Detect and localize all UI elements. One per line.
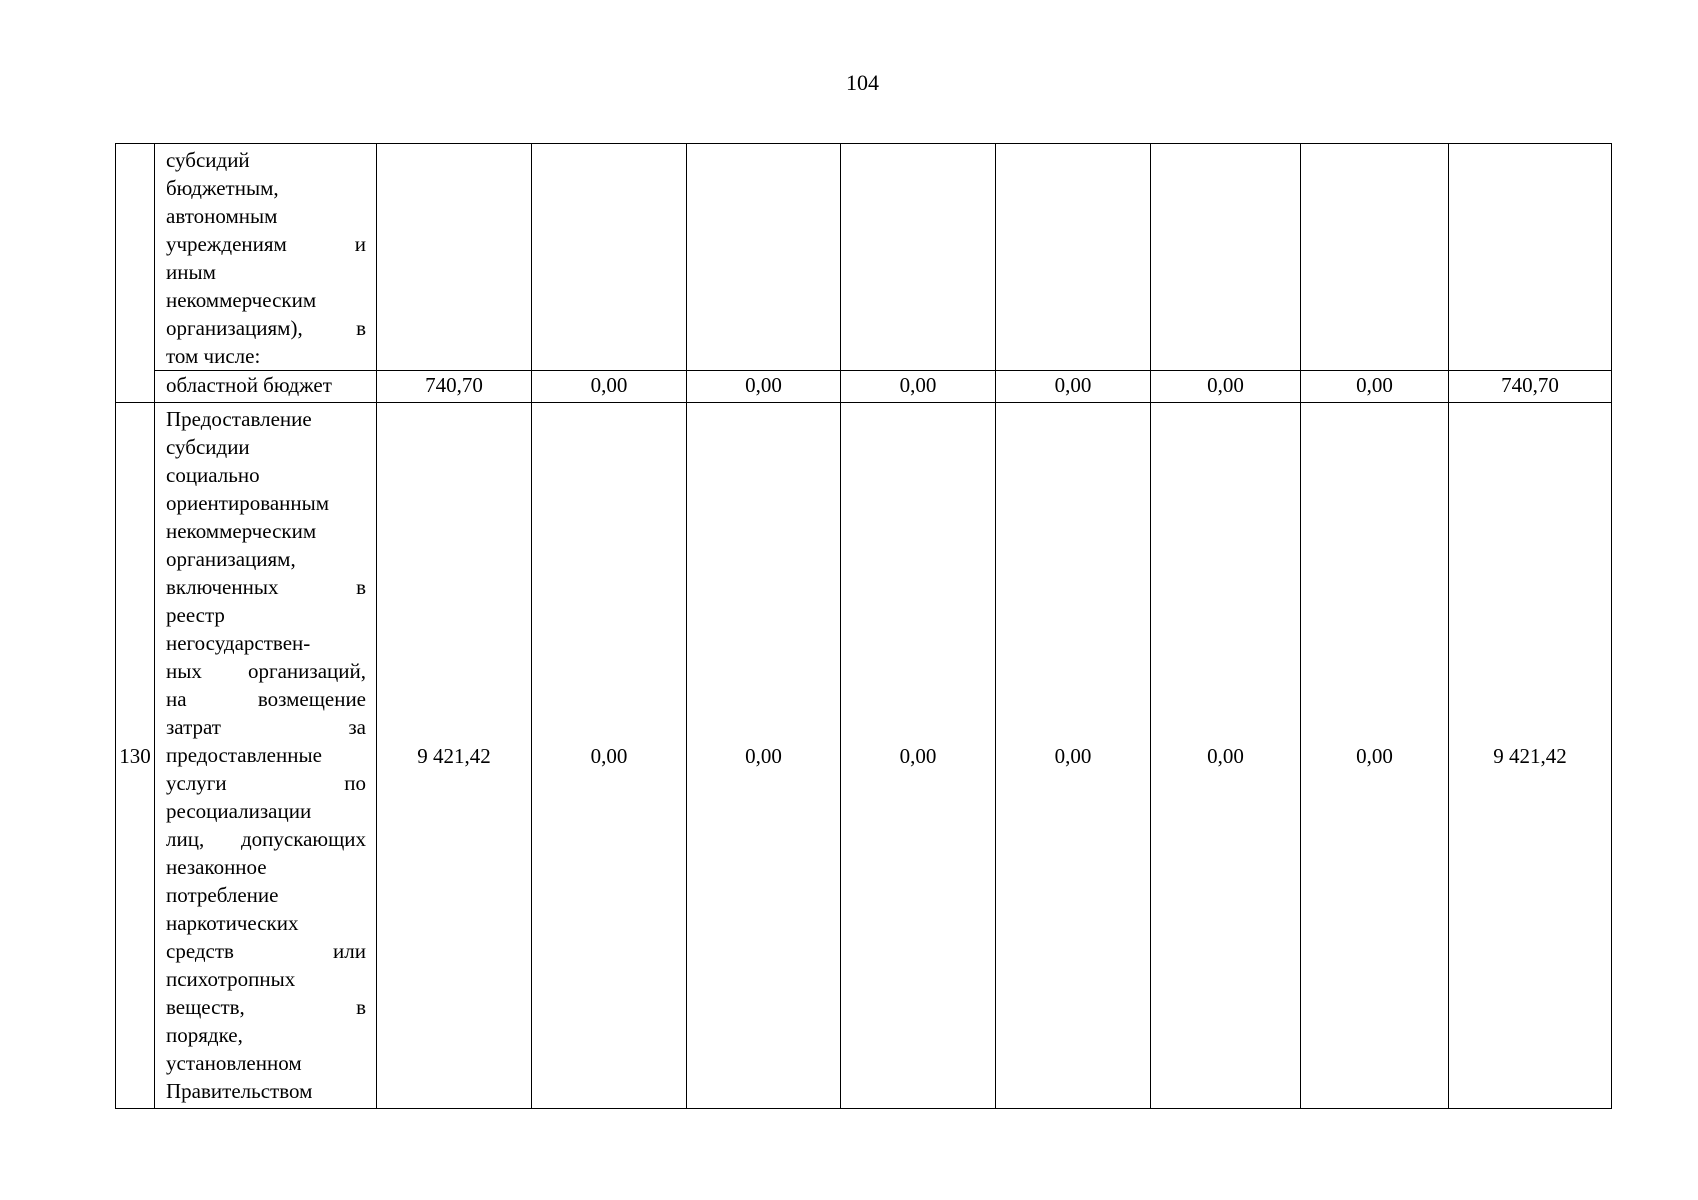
row-description-cell [155, 403, 377, 1109]
value-cell [1301, 144, 1449, 371]
value-cell: 9 421,42 [377, 403, 532, 1109]
row-number-cell [116, 144, 155, 403]
description-line: социально [166, 463, 260, 487]
description-line: услуги по [166, 771, 366, 795]
value-cell: 0,00 [841, 371, 996, 403]
row-number: 130 [116, 403, 155, 1109]
value-cell [996, 144, 1151, 371]
description-line: включенных в [166, 575, 366, 599]
page-number: 104 [846, 70, 879, 95]
description-line: негосударствен- [166, 631, 311, 655]
value-cell [687, 144, 841, 371]
description-line: на возмещение [166, 687, 366, 711]
value-cell: 0,00 [687, 403, 841, 1109]
description-line: организациям), в [166, 316, 366, 340]
value-cell: 0,00 [996, 371, 1151, 403]
description-line: учреждениям и [166, 232, 366, 256]
description-line: некоммерческим [166, 288, 317, 312]
description-line: затрат за [166, 715, 366, 739]
row-description: областной бюджет [155, 371, 377, 403]
description-line: веществ, в [166, 995, 366, 1019]
description-line: автономным [166, 204, 278, 228]
value-cell [377, 144, 532, 371]
description-line: лиц, допускающих [166, 827, 366, 851]
value-cell: 0,00 [841, 403, 996, 1109]
value-cell: 0,00 [687, 371, 841, 403]
description-line: ных организаций, [166, 659, 366, 683]
row-description-cell [155, 144, 377, 371]
row-description [166, 405, 366, 1105]
description-line: предоставленные [166, 743, 322, 767]
description-line: средств или [166, 939, 366, 963]
table-row [116, 403, 1612, 1109]
description-line: Предоставление [166, 407, 312, 431]
description-line: субсидии [166, 435, 250, 459]
value-cell [841, 144, 996, 371]
description-line: некоммерческим [166, 519, 317, 543]
description-line: незаконное [166, 855, 267, 879]
description-line: установленном [166, 1051, 302, 1075]
value-cell: 0,00 [1301, 371, 1449, 403]
description-line: организациям, [166, 547, 296, 571]
value-cell: 0,00 [996, 403, 1151, 1109]
value-cell: 740,70 [1449, 371, 1612, 403]
budget-table [115, 143, 1612, 1109]
value-cell [1151, 144, 1301, 371]
description-line: иным [166, 260, 216, 284]
description-line: субсидий [166, 148, 250, 172]
value-cell [532, 144, 687, 371]
description-line: психотропных [166, 967, 296, 991]
description-line: наркотических [166, 911, 299, 935]
value-cell: 0,00 [1151, 371, 1301, 403]
value-cell [1449, 144, 1612, 371]
description-line: реестр [166, 603, 225, 627]
description-line: бюджетным, [166, 176, 279, 200]
description-line: том числе: [166, 344, 261, 368]
table-row [116, 371, 1612, 403]
value-cell: 9 421,42 [1449, 403, 1612, 1109]
description-line: Правительством [166, 1079, 313, 1103]
value-cell: 740,70 [377, 371, 532, 403]
value-cell: 0,00 [1151, 403, 1301, 1109]
description-line: порядке, [166, 1023, 243, 1047]
value-cell: 0,00 [1301, 403, 1449, 1109]
description-line: потребление [166, 883, 279, 907]
value-cell: 0,00 [532, 403, 687, 1109]
row-description [166, 146, 366, 370]
description-line: ориентированным [166, 491, 330, 515]
description-line: ресоциализации [166, 799, 312, 823]
value-cell: 0,00 [532, 371, 687, 403]
table-row [116, 144, 1612, 371]
